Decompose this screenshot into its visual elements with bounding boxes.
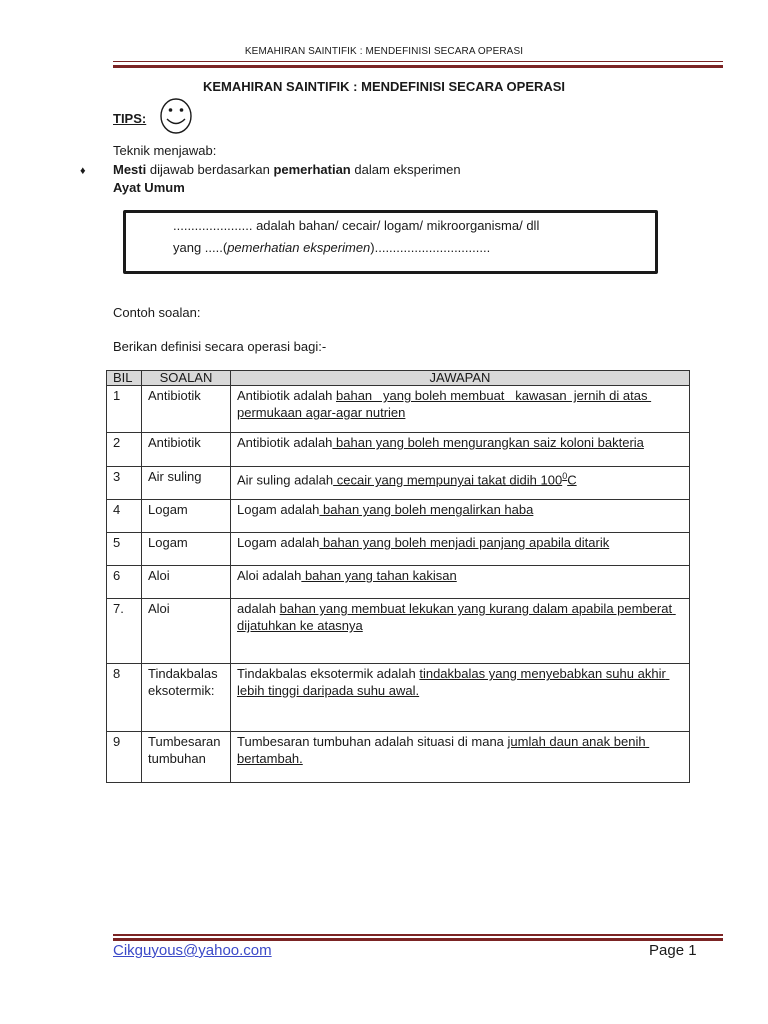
bil-cell: 2 [107, 433, 142, 467]
answer-underlined: tindakbalas yang menyebabkan suhu akhir lebih tinggi daripada suhu awal. [237, 666, 670, 698]
answer-underlined: bahan yang boleh membuat kawasan jernih di atas permukaan agar-agar nutrien [237, 388, 652, 420]
soalan-cell: Logam [142, 500, 231, 533]
bil-cell: 1 [107, 386, 142, 433]
formula-line-2 [173, 240, 490, 255]
footer-email-link[interactable]: Cikguyous@yahoo.com [113, 942, 272, 959]
column-header-jawapan: JAWAPAN [231, 371, 690, 386]
soalan-cell: Antibiotik [142, 386, 231, 433]
answer-prefix: Antibiotik adalah [237, 435, 333, 450]
answer-prefix: Tindakbalas eksotermik adalah [237, 666, 420, 681]
jawapan-cell [231, 599, 690, 664]
table-row [107, 386, 690, 433]
table-row [107, 566, 690, 599]
answer-underlined: bahan yang boleh menjadi panjang apabila ditarik [319, 535, 610, 550]
jawapan-cell [231, 433, 690, 467]
header-rule-thin [113, 61, 723, 62]
table-row [107, 500, 690, 533]
formula-line-1: ...................... adalah bahan/ cecair/ logam/ mikroorganisma/ dll [173, 218, 540, 233]
table-row [107, 533, 690, 566]
header-rule-thick [113, 65, 723, 68]
jawapan-cell [231, 732, 690, 783]
answer-prefix: Antibiotik adalah [237, 388, 337, 403]
bil-cell: 3 [107, 467, 142, 500]
footer-rule-thin [113, 934, 723, 936]
table-row [107, 433, 690, 467]
instruction-text: Berikan definisi secara operasi bagi:- [113, 339, 327, 354]
soalan-cell: Antibiotik [142, 433, 231, 467]
answer-prefix: Logam adalah [237, 502, 320, 517]
table-body [107, 386, 690, 783]
document-title: KEMAHIRAN SAINTIFIK : MENDEFINISI SECARA OPERASI [202, 79, 566, 94]
general-sentence-box [123, 210, 658, 274]
formula-line-2-prefix: yang .....( [173, 240, 228, 255]
column-header-bil: BIL [107, 371, 142, 386]
jawapan-cell [231, 533, 690, 566]
table-row [107, 664, 690, 732]
tips-label: TIPS: [113, 111, 147, 126]
table-row [107, 467, 690, 500]
bullet-bold-pemerhatian: pemerhatian [273, 162, 351, 177]
degree-superscript: 0 [562, 471, 568, 481]
bil-cell: 9 [107, 732, 142, 783]
jawapan-cell [231, 566, 690, 599]
answer-suffix: C [567, 472, 577, 488]
jawapan-cell [231, 467, 690, 500]
jawapan-cell [231, 386, 690, 433]
answer-underlined: bahan yang boleh mengalirkan haba [319, 502, 534, 517]
diamond-bullet-icon: ♦ [80, 165, 86, 177]
answer-underlined: bahan yang tahan kakisan [301, 568, 457, 583]
example-label: Contoh soalan: [113, 305, 201, 320]
soalan-cell: Aloi [142, 599, 231, 664]
bil-cell: 6 [107, 566, 142, 599]
answer-table [106, 370, 690, 783]
bil-cell: 7. [107, 599, 142, 664]
bil-cell: 4 [107, 500, 142, 533]
answer-prefix: adalah [237, 601, 280, 616]
soalan-cell: Tumbesaran tumbuhan [142, 732, 231, 783]
table-row [107, 732, 690, 783]
formula-line-2-suffix: )................................ [370, 240, 491, 255]
technique-label: Teknik menjawab: [113, 143, 217, 158]
answer-prefix: Logam adalah [237, 535, 320, 550]
running-header: KEMAHIRAN SAINTIFIK : MENDEFINISI SECARA OPERASI [244, 46, 524, 57]
smiley-face-icon [158, 97, 194, 135]
bil-cell: 8 [107, 664, 142, 732]
soalan-cell: Tindakbalas eksotermik: [142, 664, 231, 732]
column-header-soalan: SOALAN [142, 371, 231, 386]
jawapan-cell [231, 500, 690, 533]
answer-underlined: cecair yang mempunyai takat didih 100 [333, 472, 563, 488]
footer-rule-thick [113, 938, 723, 941]
soalan-cell: Air suling [142, 467, 231, 500]
table-header-row [107, 371, 690, 386]
answer-underlined: jumlah daun anak benih bertambah. [237, 734, 650, 766]
bullet-bold-mesti: Mesti [113, 162, 147, 177]
soalan-cell: Logam [142, 533, 231, 566]
answer-prefix: Tumbesaran tumbuhan adalah situasi di mana [237, 734, 508, 749]
table-row [107, 599, 690, 664]
bil-cell: 5 [107, 533, 142, 566]
answer-underlined: bahan yang boleh mengurangkan saiz koloni bakteria [332, 435, 644, 450]
jawapan-cell [231, 664, 690, 732]
bullet-instruction [113, 162, 461, 177]
answer-prefix: Aloi adalah [237, 568, 302, 583]
answer-prefix: Air suling adalah [237, 472, 334, 488]
bullet-text-1: dijawab berdasarkan [146, 162, 274, 177]
soalan-cell: Aloi [142, 566, 231, 599]
formula-line-2-italic: pemerhatian eksperimen [227, 240, 371, 255]
answer-underlined: bahan yang membuat lekukan yang kurang dalam apabila pemberat dijatuhkan ke atasnya [237, 601, 676, 633]
bullet-text-2: dalam eksperimen [350, 162, 461, 177]
general-sentence-label: Ayat Umum [113, 180, 185, 195]
page-number: Page 1 [649, 942, 697, 959]
